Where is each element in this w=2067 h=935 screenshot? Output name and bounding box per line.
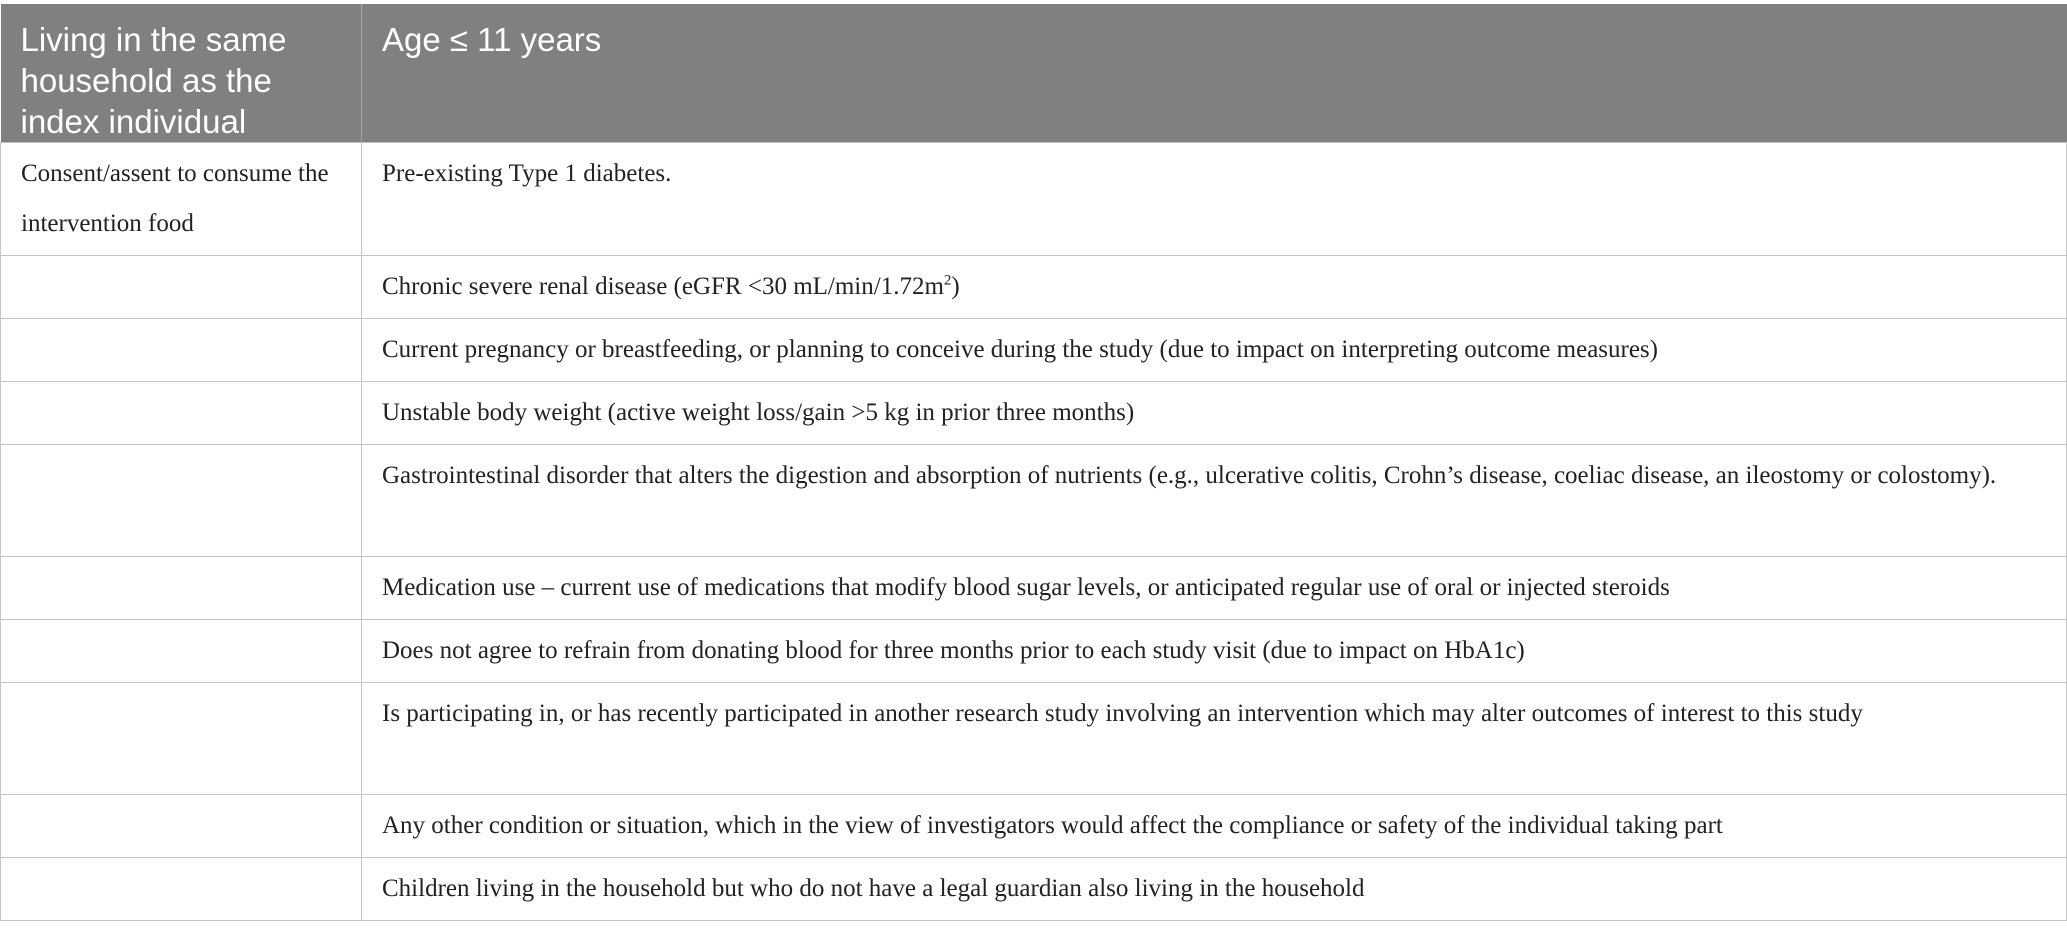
- cell-household: [1, 620, 362, 683]
- header-row: [1, 4, 2067, 143]
- table-row: [1, 795, 2067, 858]
- cell-household: [1, 795, 362, 858]
- cell-household: [1, 382, 362, 445]
- cell-household: Consent/assent to consume the intervention food: [1, 143, 362, 256]
- criteria-table: [0, 4, 2067, 921]
- cell-household: [1, 557, 362, 620]
- criterion-text-end: ): [951, 273, 960, 300]
- table-row: [1, 256, 2067, 319]
- cell-criterion: Medication use – current use of medications that modify blood sugar levels, or anticipated regular use of oral or injected steroids: [362, 557, 2067, 620]
- cell-criterion: Current pregnancy or breastfeeding, or planning to conceive during the study (due to impact on interpreting outcome measures): [362, 319, 2067, 382]
- table-row: [1, 557, 2067, 620]
- table-row: [1, 620, 2067, 683]
- cell-household: [1, 319, 362, 382]
- column-header-household: Living in the same household as the index individual: [1, 4, 362, 143]
- cell-criterion: Is participating in, or has recently participated in another research study involving an intervention which may alter outcomes of interest to this study: [362, 683, 2067, 795]
- cell-household: [1, 858, 362, 921]
- criterion-text: Chronic severe renal disease (eGFR <30 mL/min/1.72m: [382, 273, 944, 300]
- cell-criterion: Does not agree to refrain from donating blood for three months prior to each study visit (due to impact on HbA1c): [362, 620, 2067, 683]
- cell-criterion: Children living in the household but who do not have a legal guardian also living in the household: [362, 858, 2067, 921]
- table-row: [1, 382, 2067, 445]
- table-header: [1, 4, 2067, 143]
- cell-household: [1, 256, 362, 319]
- table-body: [1, 143, 2067, 921]
- cell-criterion: Any other condition or situation, which in the view of investigators would affect the compliance or safety of the individual taking part: [362, 795, 2067, 858]
- table-row: [1, 319, 2067, 382]
- table-row: [1, 858, 2067, 921]
- cell-household: [1, 683, 362, 795]
- cell-criterion: Unstable body weight (active weight loss/gain >5 kg in prior three months): [362, 382, 2067, 445]
- table-row: [1, 445, 2067, 557]
- cell-criterion: Pre-existing Type 1 diabetes.: [362, 143, 2067, 256]
- table-row: [1, 143, 2067, 256]
- cell-criterion: Gastrointestinal disorder that alters the digestion and absorption of nutrients (e.g., ulcerative colitis, Crohn’s disease, coeliac disease, an ileostomy or colostomy).: [362, 445, 2067, 557]
- cell-household: [1, 445, 362, 557]
- column-header-age: Age ≤ 11 years: [362, 4, 2067, 143]
- cell-criterion: [362, 256, 2067, 319]
- table-row: [1, 683, 2067, 795]
- superscript: 2: [943, 272, 952, 289]
